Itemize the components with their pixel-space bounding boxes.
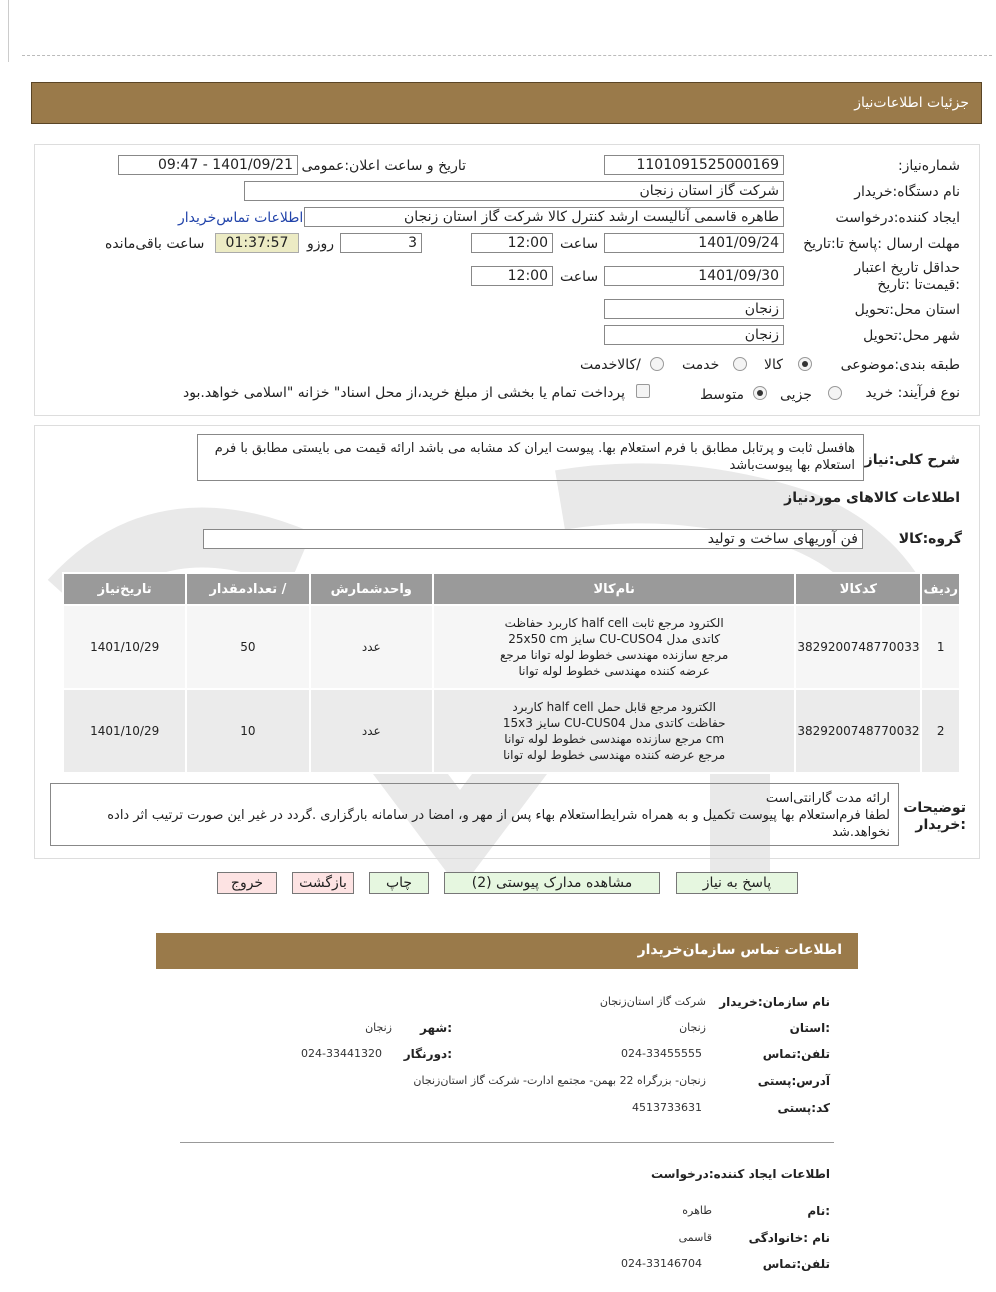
- validity-date-field: 1401/09/30: [604, 266, 784, 286]
- contact-province-label: :استان: [789, 1021, 830, 1035]
- row-code: 3829200748770032: [796, 690, 920, 772]
- validity-time-field: 12:00: [471, 266, 553, 286]
- row-unit: عدد: [311, 690, 432, 772]
- province-field: زنجان: [604, 299, 784, 319]
- row-unit: عدد: [311, 606, 432, 688]
- category-goods-label: کالا: [764, 357, 783, 373]
- need-number-label: شماره‌نیاز:: [897, 158, 960, 174]
- row-qty: 50: [187, 606, 308, 688]
- page-title: جزئیات اطلاعات‌نیاز: [854, 95, 969, 111]
- contact-divider: [180, 1142, 834, 1143]
- col-name: نام‌کالا: [434, 574, 794, 604]
- creator-family-value: قاسمی: [678, 1231, 712, 1244]
- deadline-date-field: 1401/09/24: [604, 233, 784, 253]
- buyer-org-field: شرکت گاز استان زنجان: [244, 181, 784, 201]
- print-button[interactable]: چاپ: [369, 872, 429, 894]
- contact-city-value: زنجان: [365, 1021, 392, 1034]
- buyer-notes-box: [50, 783, 899, 846]
- buyer-org-label: نام دستگاه:خریدار: [854, 184, 960, 200]
- creator-field: طاهره قاسمی آنالیست ارشد کنترل کالا شرکت گاز استان زنجان: [304, 207, 784, 227]
- process-partial-label: جزیی: [780, 387, 812, 403]
- description-box: هافسل ثابت و پرتابل مطابق با فرم استعلام بها. پیوست ایران کد مشابه می باشد ارائه قیمت می بایستی مطابق با فرم استعلام بها پیوست‌باشد: [197, 434, 864, 481]
- description-label: شرح کلی:نیاز: [864, 452, 960, 468]
- exit-button[interactable]: خروج: [217, 872, 277, 894]
- buyer-notes-label: توضیحات :خریدار: [903, 800, 966, 833]
- contact-address-label: آدرس:پستی: [757, 1074, 830, 1088]
- contact-postal-label: کد:پستی: [777, 1101, 830, 1115]
- contact-postal-value: 4513733631: [632, 1101, 702, 1114]
- treasury-payment-note: پرداخت تمام یا بخشی از مبلغ خرید،از محل اسناد" خزانه "اسلامی خواهد.بود: [183, 385, 626, 401]
- deadline-label: مهلت ارسال :پاسخ تا:تاریخ: [803, 236, 960, 252]
- goods-group-label: گروه:کالا: [898, 531, 962, 547]
- creator-phone-value: 024-33146704: [621, 1257, 702, 1270]
- row-name-text: الکترود مرجع ثابت half cell کاربرد حفاظت کاتدی مدل CU-CUSO4 سایز 25x50 cm مرجع سازنده مهندسی خطوط لوله توانا مرجع عرضه کننده مهندسی خطوط لوله توانا: [500, 616, 729, 678]
- creator-info-title: اطلاعات ایجاد کننده:درخواست: [650, 1167, 830, 1181]
- process-partial-radio[interactable]: [828, 386, 842, 400]
- category-both-label: /کالاخدمت: [580, 357, 641, 373]
- category-service-radio[interactable]: [733, 357, 747, 371]
- row-date: 1401/10/29: [64, 690, 185, 772]
- table-row: [64, 606, 959, 688]
- deadline-time-field: 12:00: [471, 233, 553, 253]
- col-date: تاریخ‌نیاز: [64, 574, 185, 604]
- reply-button[interactable]: پاسخ به نیاز: [676, 872, 798, 894]
- buyer-notes-line2: لطفا فرم‌استعلام بها پیوست تکمیل و به همراه شرایط‌استعلام بهاء پس از مهر و، امضا در سامانه بارگزاری .گردد در غیر این صورت ترتیب اثر داده نخواهد.شد: [107, 808, 890, 840]
- city-field: زنجان: [604, 325, 784, 345]
- table-row: [64, 690, 959, 772]
- days-label: روزو: [307, 236, 335, 252]
- announce-label: تاریخ و ساعت اعلان:عمومی: [301, 158, 466, 174]
- creator-family-label: نام :خانوادگی: [748, 1231, 830, 1245]
- creator-name-value: طاهره: [682, 1204, 712, 1217]
- contact-phone-value: 024-33455555: [621, 1047, 702, 1060]
- contact-province-value: زنجان: [679, 1021, 706, 1034]
- col-code: کدکالا: [796, 574, 920, 604]
- category-label: طبقه بندی:موضوعی: [840, 357, 960, 373]
- buyer-contact-link[interactable]: اطلاعات تماس‌خریدار: [178, 210, 304, 226]
- row-date: 1401/10/29: [64, 606, 185, 688]
- remaining-timer: 01:37:57: [215, 233, 299, 253]
- category-both-radio[interactable]: [650, 357, 664, 371]
- col-row: ردیف: [922, 574, 959, 604]
- validity-time-label: ساعت: [560, 269, 599, 285]
- process-label: نوع فرآیند: خرید: [865, 385, 960, 401]
- attachments-button[interactable]: مشاهده مدارک پیوستی (2): [444, 872, 660, 894]
- deadline-time-label: ساعت: [560, 236, 599, 252]
- row-code: 3829200748770033: [796, 606, 920, 688]
- contact-org-label: نام سازمان:خریدار: [719, 995, 830, 1009]
- row-name: [434, 606, 794, 688]
- row-index: 2: [922, 690, 959, 772]
- creator-label: ایجاد کننده:درخواست: [835, 210, 960, 226]
- days-field: 3: [340, 233, 422, 253]
- creator-name-label: :نام: [807, 1204, 830, 1218]
- page-header: [31, 82, 982, 124]
- row-index: 1: [922, 606, 959, 688]
- announce-field: 1401/09/21 - 09:47: [118, 155, 298, 175]
- goods-group-field: فن آوریهای ساخت و تولید: [203, 529, 863, 549]
- province-label: استان محل:تحویل: [854, 302, 960, 318]
- contact-city-label: :شهر: [420, 1021, 452, 1035]
- contact-fax-value: 024-33441320: [301, 1047, 382, 1060]
- contact-phone-label: تلفن:تماس: [762, 1047, 830, 1061]
- buyer-notes-line1: ارائه مدت گارانتی‌است: [765, 791, 890, 806]
- category-goods-radio[interactable]: [798, 357, 812, 371]
- treasury-payment-checkbox[interactable]: [636, 384, 650, 398]
- contact-address-value: زنجان- بزرگراه 22 بهمن- مجتمع ادارت- شرکت گاز استان‌زنجان: [413, 1074, 706, 1087]
- contact-title: اطلاعات تماس سازمان‌خریدار: [637, 942, 842, 958]
- validity-label: حداقل تاریخ اعتبار :قیمت‌تا :تاریخ: [854, 260, 960, 293]
- row-name: [434, 690, 794, 772]
- contact-org-value: شرکت گاز استان‌زنجان: [599, 995, 706, 1008]
- row-qty: 10: [187, 690, 308, 772]
- need-number-field: 1101091525000169: [604, 155, 784, 175]
- contact-fax-label: :دورنگار: [403, 1047, 452, 1061]
- contact-header: [156, 933, 858, 969]
- goods-table: [62, 572, 961, 774]
- process-medium-label: متوسط: [700, 387, 744, 403]
- remaining-label: ساعت باقی‌مانده: [105, 236, 205, 252]
- creator-phone-label: تلفن:تماس: [762, 1257, 830, 1271]
- city-label: شهر محل:تحویل: [863, 328, 960, 344]
- goods-info-label: اطلاعات کالاهای مورد‌نیاز: [784, 490, 960, 506]
- process-medium-radio[interactable]: [753, 386, 767, 400]
- row-name-text: الکترود مرجع قابل حمل half cell کاربرد حفاظت کاتدی مدل CU-CUS04 سایز 15x3 cm مرجع سازنده مهندسی خطوط لوله توانا مرجع عرضه کننده مهندسی خطوط لوله توانا: [502, 700, 726, 762]
- back-button[interactable]: بازگشت: [292, 872, 354, 894]
- col-unit: واحد‌شمارش: [311, 574, 432, 604]
- col-qty: / تعداد‌مقدار: [187, 574, 308, 604]
- category-service-label: خدمت: [682, 357, 720, 373]
